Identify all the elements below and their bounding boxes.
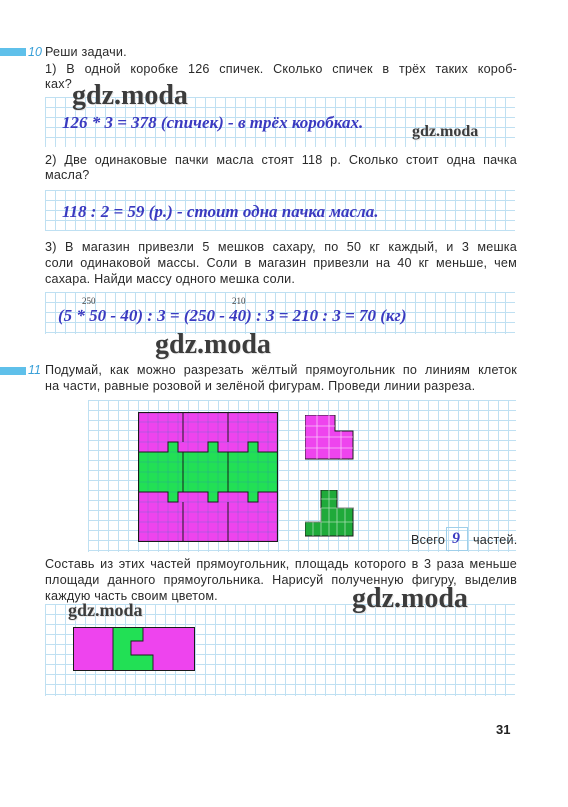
task10-p3-line1: 3) В магазин привезли 5 мешков сахару, по 50 кг каждый, и 3 мешка bbox=[45, 240, 517, 254]
task10-number: 10 bbox=[28, 45, 42, 59]
cut-rectangle-figure bbox=[138, 412, 278, 542]
task10-p1-answer: 126 * 3 = 378 (спичек) - в трёх коробках. bbox=[62, 113, 364, 132]
watermark-4: gdz.moda bbox=[352, 583, 468, 614]
task11-line4: площади данного прямоугольника. Нарисуй полученную фигуру, выделив bbox=[45, 573, 517, 587]
watermark-5: gdz.moda bbox=[68, 600, 143, 620]
watermark-2: gdz.moda bbox=[412, 123, 479, 140]
watermark-1: gdz.moda bbox=[72, 80, 188, 111]
task11-line5: каждую часть своим цветом. bbox=[45, 589, 218, 603]
task10-heading: Реши задачи. bbox=[45, 45, 127, 59]
task10-p2-line1: 2) Две одинаковые пачки масла стоят 118 р. Сколько стоит одна пачка bbox=[45, 153, 517, 167]
pink-sample-figure bbox=[305, 415, 355, 461]
task11-line3: Составь из этих частей прямоугольник, площадь которого в 3 раза меньше bbox=[45, 557, 517, 571]
task10-p3-hint-250: 250 bbox=[82, 296, 96, 306]
task11-number: 11 bbox=[28, 363, 41, 377]
result-rectangle-figure bbox=[73, 627, 195, 671]
task11-line1: Подумай, как можно разрезать жёлтый прямоугольник по линиям клеток bbox=[45, 363, 517, 377]
task10-p1-line1: 1) В одной коробке 126 спичек. Сколько спичек в трёх таких короб- bbox=[45, 62, 517, 76]
green-sample-figure bbox=[305, 490, 355, 538]
total-parts-value: 9 bbox=[452, 530, 460, 547]
task10-p2-answer: 118 : 2 = 59 (р.) - стоит одна пачка масла. bbox=[62, 202, 379, 221]
task10-p2-line2: масла? bbox=[45, 168, 90, 182]
task11-marker-bar bbox=[0, 367, 26, 375]
watermark-3: gdz.moda bbox=[155, 329, 271, 360]
total-parts-label: Всего bbox=[411, 533, 446, 547]
task10-p3-hint-210: 210 bbox=[232, 296, 246, 306]
task10-marker-bar bbox=[0, 48, 26, 56]
task10-p3-line3: сахара. Найди массу одного мешка соли. bbox=[45, 272, 296, 286]
page-number: 31 bbox=[496, 722, 511, 737]
total-parts-suffix: частей. bbox=[473, 533, 518, 547]
task11-line2: на части, равные розовой и зелёной фигурам. Проведи линии разреза. bbox=[45, 379, 476, 393]
task10-p3-answer: (5 * 50 - 40) : 3 = (250 - 40) : 3 = 210 : 3 = 70 (кг) bbox=[58, 306, 407, 325]
total-parts-box bbox=[446, 527, 468, 551]
task10-p1-line2: ках? bbox=[45, 77, 72, 91]
task10-p3-line2: соли одинаковой массы. Соли в магазин привезли на 40 кг меньше, чем bbox=[45, 256, 517, 270]
